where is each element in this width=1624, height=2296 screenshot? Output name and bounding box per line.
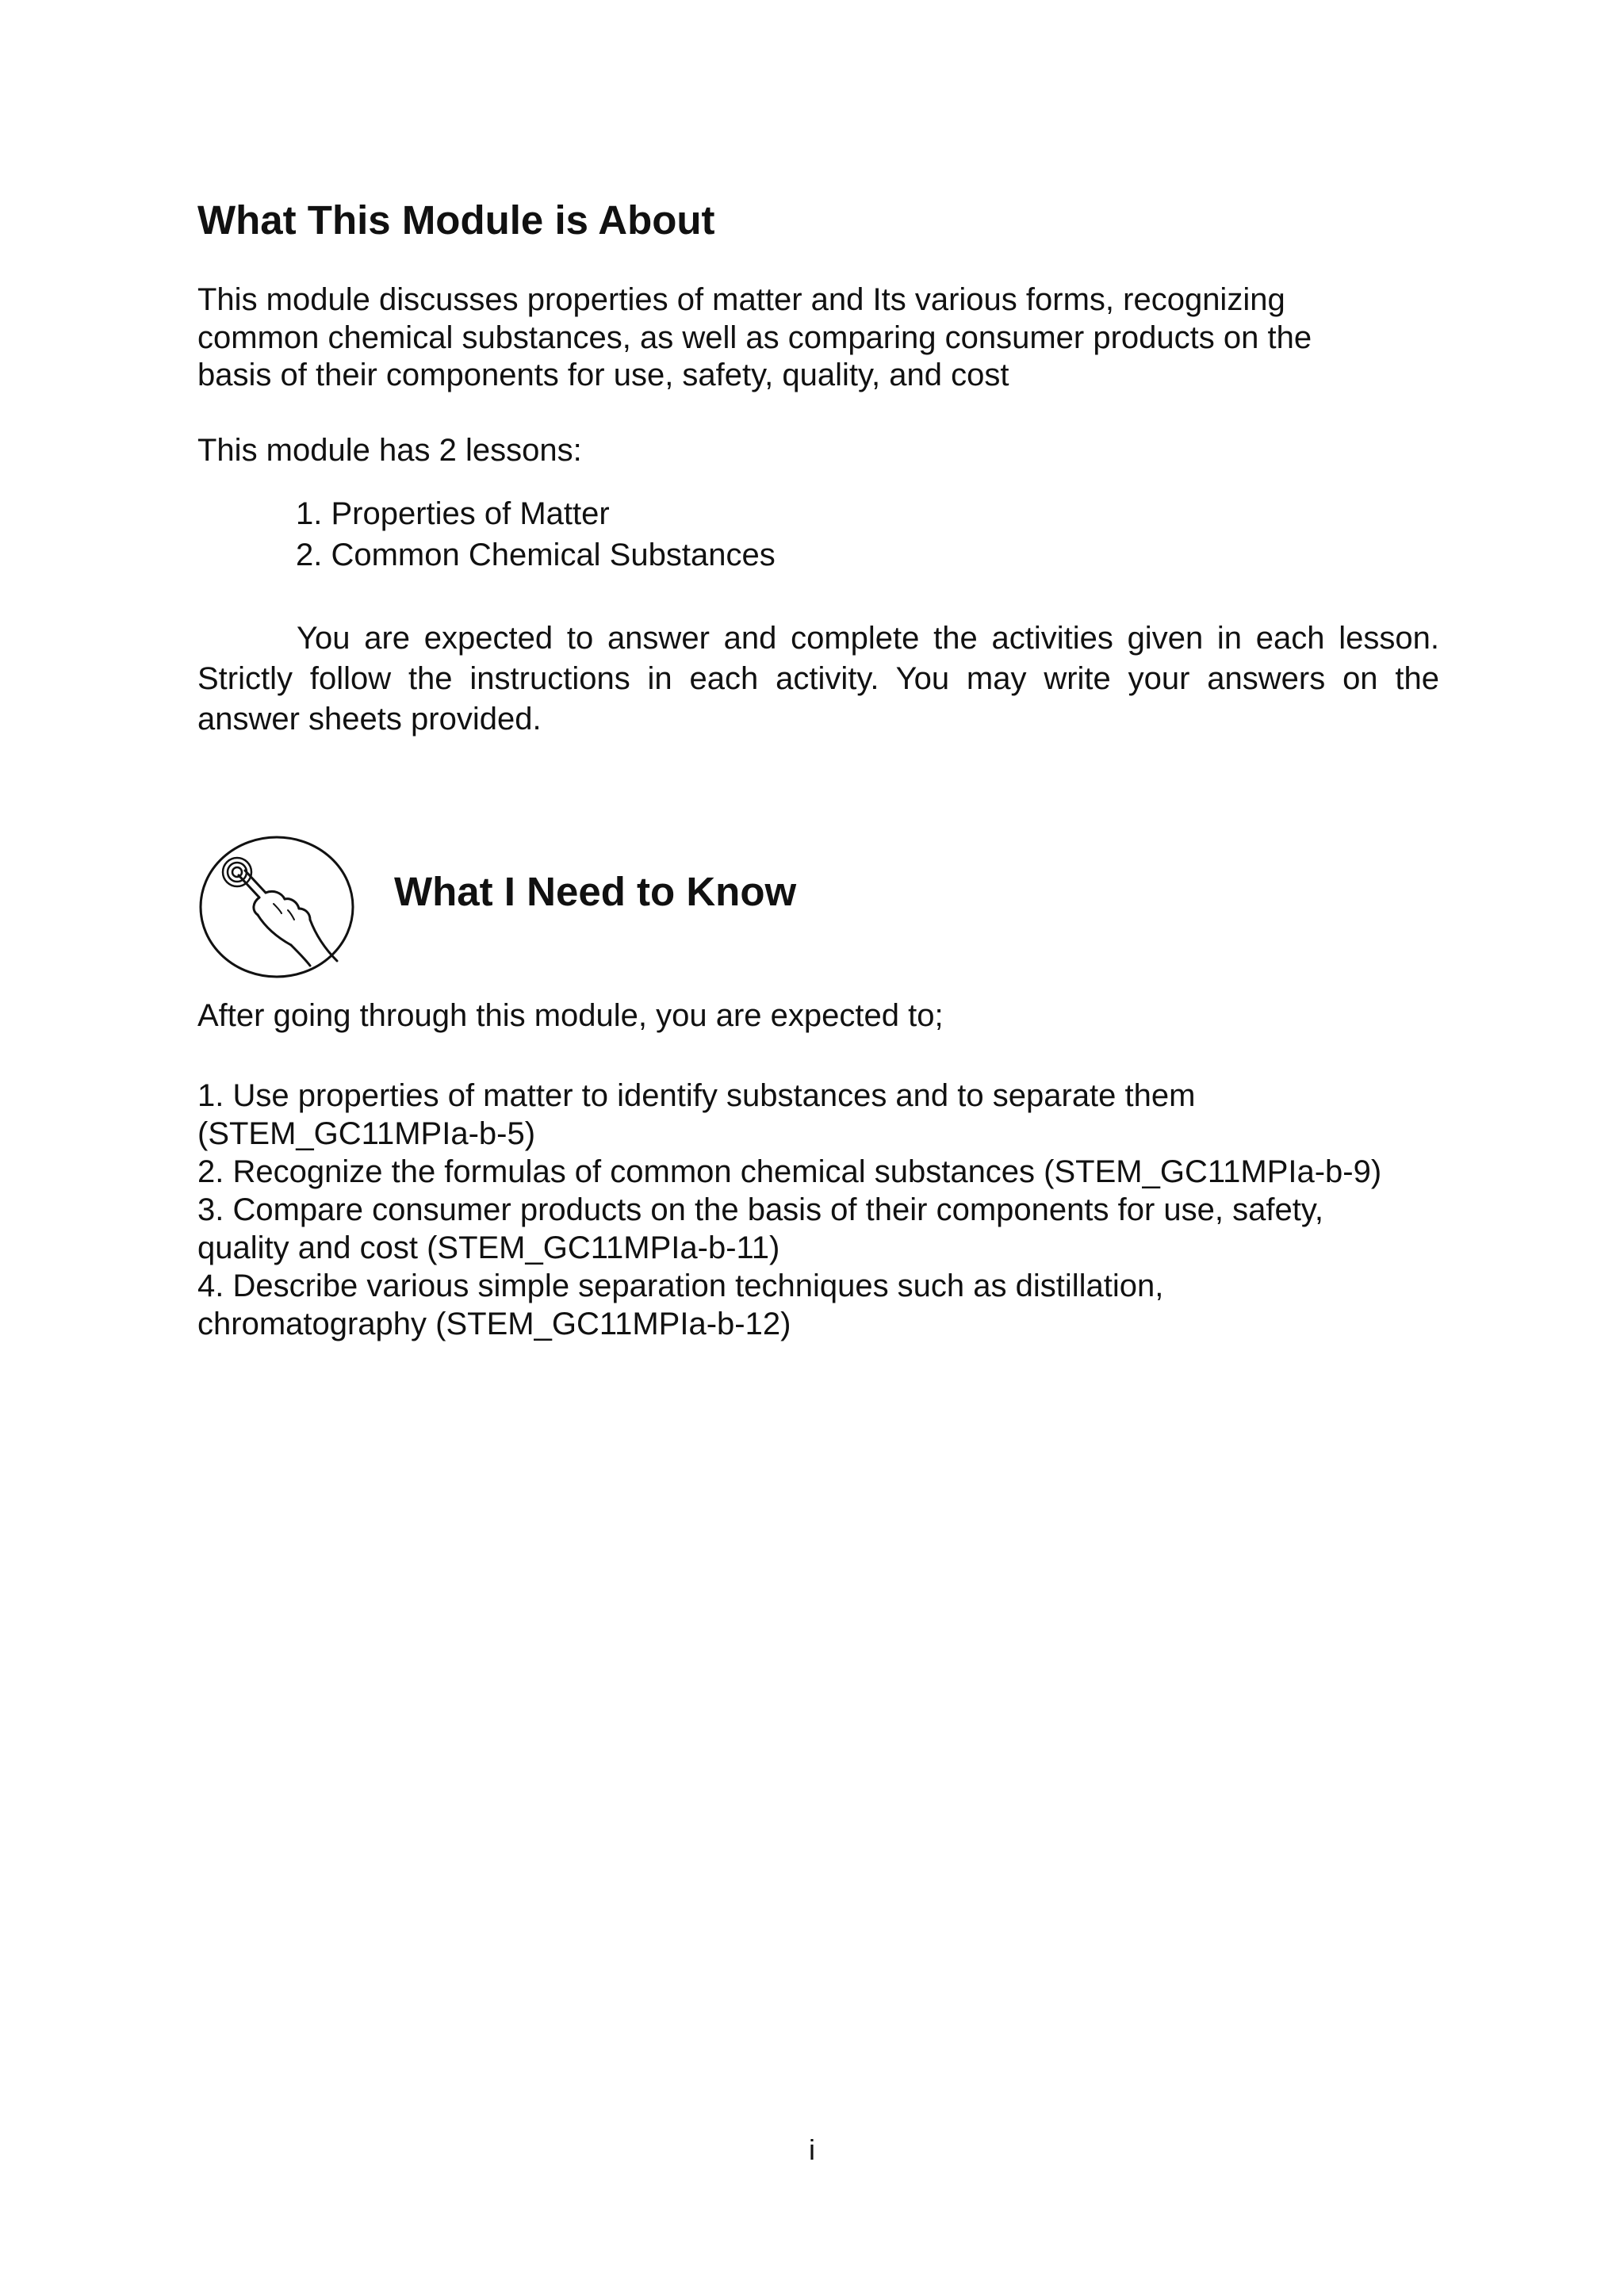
module-description-line: common chemical substances, as well as comparing consumer products on the bbox=[197, 320, 1312, 355]
module-description-line: basis of their components for use, safety, quality, and cost bbox=[197, 358, 1009, 392]
need-to-know-intro: After going through this module, you are expected to; bbox=[197, 998, 944, 1033]
objective-line: chromatography (STEM_GC11MPIa-b-12) bbox=[197, 1307, 791, 1341]
objective-line: 4. Describe various simple separation techniques such as distillation, bbox=[197, 1269, 1164, 1303]
module-description bbox=[197, 281, 1312, 395]
instructions-line: answer sheets provided. bbox=[197, 702, 542, 737]
instructions-line: Strictly follow the instructions in each activity. You may write your answers on the bbox=[197, 661, 1439, 696]
need-to-know-heading: What I Need to Know bbox=[394, 869, 797, 914]
hand-pointing-icon bbox=[197, 834, 356, 980]
instructions-paragraph bbox=[197, 618, 1439, 740]
objective-line: quality and cost (STEM_GC11MPIa-b-11) bbox=[197, 1230, 780, 1265]
objective-line: 3. Compare consumer products on the basis of their components for use, safety, bbox=[197, 1192, 1323, 1227]
instructions-line: You are expected to answer and complete the activities given in each lesson. bbox=[297, 621, 1439, 656]
module-description-line: This module discusses properties of matter and Its various forms, recognizing bbox=[197, 282, 1285, 317]
objectives-list bbox=[197, 1077, 1466, 1343]
lesson-list bbox=[296, 493, 776, 576]
module-about-heading: What This Module is About bbox=[197, 197, 715, 243]
objective-line: 1. Use properties of matter to identify substances and to separate them bbox=[197, 1078, 1196, 1113]
lesson-item: 1. Properties of Matter bbox=[296, 496, 610, 531]
page-number: i bbox=[809, 2133, 815, 2166]
lesson-item: 2. Common Chemical Substances bbox=[296, 538, 776, 572]
objective-line: (STEM_GC11MPIa-b-5) bbox=[197, 1116, 536, 1151]
lessons-intro: This module has 2 lessons: bbox=[197, 433, 582, 468]
objective-line: 2. Recognize the formulas of common chemical substances (STEM_GC11MPIa-b-9) bbox=[197, 1154, 1382, 1189]
